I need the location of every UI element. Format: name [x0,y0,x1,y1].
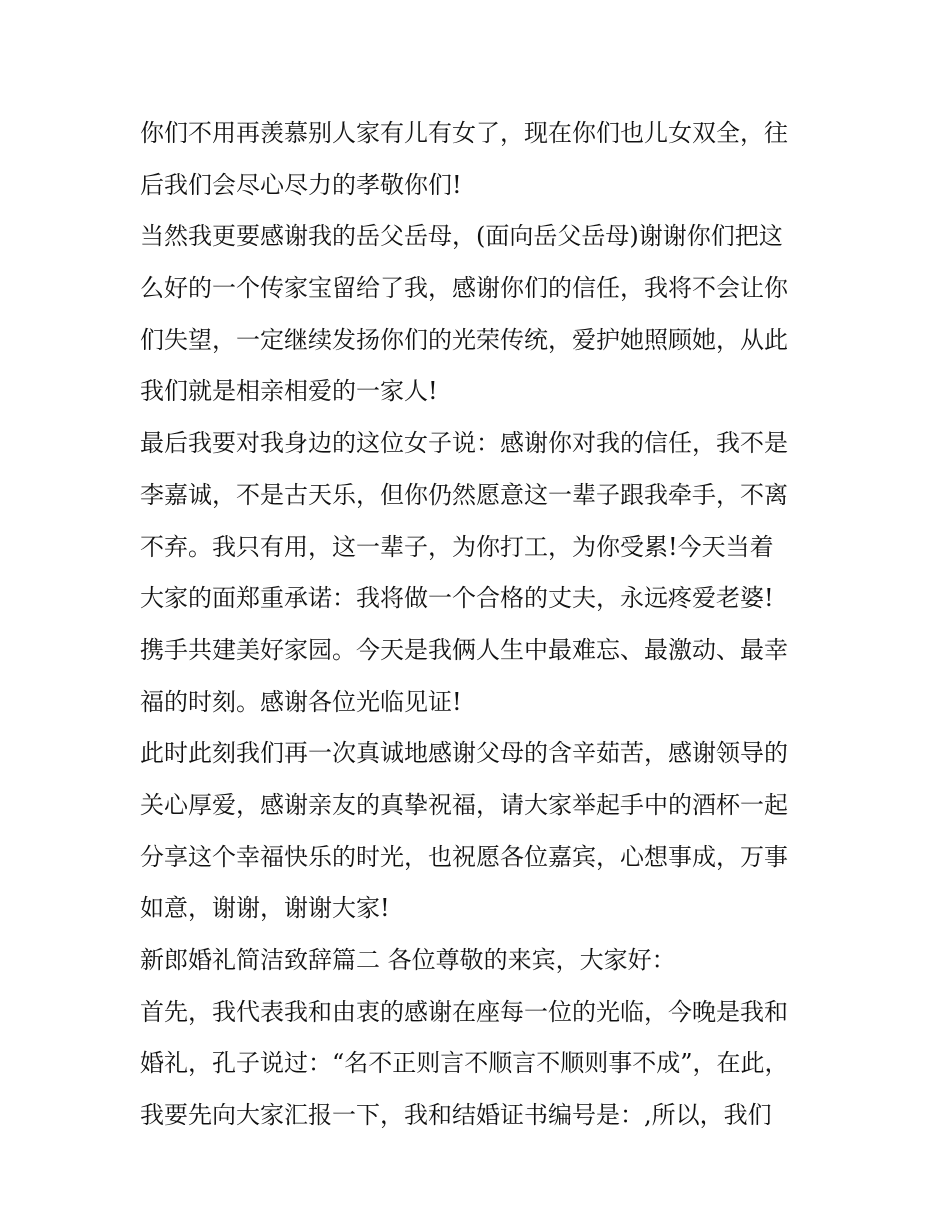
text-line: 当然我更要感谢我的岳父岳母，(面向岳父岳母)谢谢你们把这 [140,222,783,251]
text-line: 不弃。我只有用，这一辈子，为你打工，为你受累!今天当着 [140,532,774,561]
text-line: 大家的面郑重承诺：我将做一个合格的丈夫，永远疼爱老婆! [140,584,774,613]
text-line: 携手共建美好家园。今天是我俩人生中最难忘、最激动、最幸 [140,635,788,664]
text-line: 婚礼，孔子说过：“名不正则言不顺言不顺则事不成”，在此， [140,1049,789,1078]
document-body [140,108,820,1142]
text-line: 最后我要对我身边的这位女子说：感谢你对我的信任，我不是 [140,429,788,458]
text-line: 此时此刻我们再一次真诚地感谢父母的含辛茹苦，感谢领导的 [140,739,788,768]
text-line: 关心厚爱，感谢亲友的真挚祝福，请大家举起手中的酒杯一起 [140,790,788,819]
text-line: 么好的一个传家宝留给了我，感谢你们的信任，我将不会让你 [140,274,788,303]
text-line: 我要先向大家汇报一下，我和结婚证书编号是：,所以，我们 [140,1101,772,1130]
text-line: 如意，谢谢，谢谢大家! [140,894,390,923]
text-line: 福的时刻。感谢各位光临见证! [140,687,462,716]
text-line: 们失望，一定继续发扬你们的光荣传统，爱护她照顾她，从此 [140,325,788,354]
text-line: 首先，我代表我和由衷的感谢在座每一位的光临，今晚是我和 [140,997,788,1026]
text-line: 后我们会尽心尽力的孝敬你们! [140,170,462,199]
text-line: 我们就是相亲相爱的一家人! [140,377,438,406]
text-line: 分享这个幸福快乐的时光，也祝愿各位嘉宾，心想事成，万事 [140,842,788,871]
section-heading-line: 新郎婚礼简洁致辞篇二 各位尊敬的来宾，大家好： [140,946,676,974]
text-line: 你们不用再羡慕别人家有儿有女了，现在你们也儿女双全，往 [140,119,788,147]
text-line: 李嘉诚，不是古天乐，但你仍然愿意这一辈子跟我牵手，不离 [140,480,788,509]
